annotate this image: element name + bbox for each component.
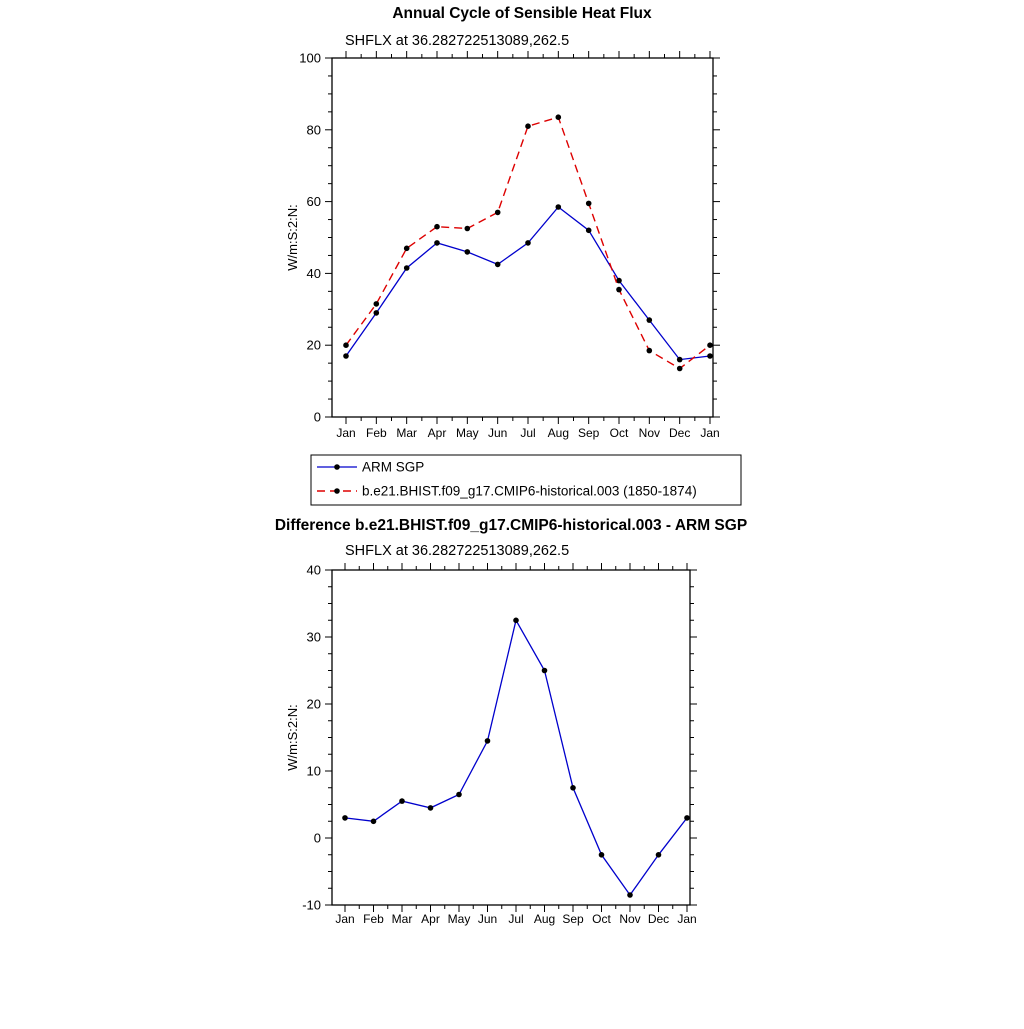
data-point-marker bbox=[495, 262, 501, 268]
data-point-marker bbox=[616, 278, 622, 284]
legend-marker-icon bbox=[334, 488, 340, 494]
x-tick-label: Jan bbox=[335, 912, 355, 926]
data-point-marker bbox=[399, 798, 405, 804]
data-point-marker bbox=[627, 892, 633, 898]
data-point-marker bbox=[342, 815, 348, 821]
data-point-marker bbox=[371, 819, 377, 825]
chart2-plot bbox=[285, 563, 697, 927]
data-point-marker bbox=[456, 792, 462, 798]
legend-label-arm-sgp: ARM SGP bbox=[362, 459, 425, 475]
data-point-marker bbox=[656, 852, 662, 858]
y-tick-label: 100 bbox=[299, 50, 321, 66]
x-tick-label: Nov bbox=[638, 426, 661, 440]
series-line bbox=[345, 620, 687, 895]
data-point-marker bbox=[647, 348, 653, 354]
x-tick-label: Feb bbox=[365, 426, 387, 440]
legend-marker-icon bbox=[334, 464, 340, 470]
data-point-marker bbox=[525, 123, 531, 129]
x-tick-label: May bbox=[447, 912, 471, 926]
data-point-marker bbox=[586, 201, 592, 207]
data-point-marker bbox=[556, 114, 562, 120]
data-point-marker bbox=[677, 366, 683, 372]
x-tick-label: Jan bbox=[700, 426, 720, 440]
chart2-subtitle: SHFLX at 36.282722513089,262.5 bbox=[345, 543, 570, 559]
y-tick-label: 10 bbox=[306, 763, 321, 779]
data-point-marker bbox=[495, 210, 501, 216]
y-tick-label: 40 bbox=[306, 562, 321, 578]
x-tick-label: Aug bbox=[533, 912, 556, 926]
data-point-marker bbox=[677, 357, 683, 363]
data-point-marker bbox=[434, 224, 440, 230]
chart1-legend bbox=[311, 455, 741, 505]
data-point-marker bbox=[599, 852, 605, 858]
x-tick-label: May bbox=[455, 426, 479, 440]
x-tick-label: Sep bbox=[577, 426, 600, 440]
y-tick-label: 40 bbox=[306, 265, 321, 281]
data-point-marker bbox=[525, 240, 531, 246]
data-point-marker bbox=[616, 287, 622, 293]
chart1-subtitle: SHFLX at 36.282722513089,262.5 bbox=[345, 33, 570, 49]
data-point-marker bbox=[465, 249, 471, 255]
x-tick-label: Jun bbox=[487, 426, 508, 440]
data-point-marker bbox=[404, 265, 410, 271]
data-point-marker bbox=[404, 246, 410, 252]
x-tick-label: Feb bbox=[363, 912, 384, 926]
data-point-marker bbox=[556, 204, 562, 210]
data-point-marker bbox=[343, 342, 349, 348]
y-tick-label: 30 bbox=[306, 629, 321, 645]
data-point-marker bbox=[343, 353, 349, 359]
y-axis-title: W/m:S:2:N: bbox=[285, 204, 300, 271]
y-tick-label: 0 bbox=[313, 830, 321, 846]
y-axis-title: W/m:S:2:N: bbox=[285, 704, 300, 771]
x-tick-label: Dec bbox=[647, 912, 670, 926]
chart1-plot bbox=[285, 51, 720, 441]
y-tick-label: 20 bbox=[306, 696, 321, 712]
x-tick-label: Mar bbox=[396, 426, 418, 440]
data-point-marker bbox=[586, 228, 592, 234]
data-point-marker bbox=[684, 815, 690, 821]
data-point-marker bbox=[707, 342, 713, 348]
data-point-marker bbox=[434, 240, 440, 246]
y-tick-label: -10 bbox=[302, 897, 321, 913]
data-point-marker bbox=[542, 668, 548, 674]
data-point-marker bbox=[428, 805, 434, 811]
x-tick-label: Jul bbox=[520, 426, 536, 440]
chart1-title: Annual Cycle of Sensible Heat Flux bbox=[392, 5, 652, 22]
x-tick-label: Jan bbox=[336, 426, 356, 440]
y-tick-label: 20 bbox=[306, 337, 321, 353]
y-tick-label: 60 bbox=[306, 194, 321, 210]
x-tick-label: Jan bbox=[677, 912, 697, 926]
x-tick-label: Mar bbox=[391, 912, 413, 926]
legend-label-model: b.e21.BHIST.f09_g17.CMIP6-historical.003 (1850-1874) bbox=[362, 483, 697, 499]
x-tick-label: Nov bbox=[619, 912, 641, 926]
x-tick-label: Jun bbox=[477, 912, 498, 926]
data-point-marker bbox=[513, 618, 519, 624]
x-tick-label: Sep bbox=[562, 912, 584, 926]
x-tick-label: Jul bbox=[508, 912, 524, 926]
data-point-marker bbox=[485, 738, 491, 744]
chart2-title: Difference b.e21.BHIST.f09_g17.CMIP6-historical.003 - ARM SGP bbox=[274, 517, 748, 534]
data-point-marker bbox=[465, 226, 471, 232]
x-tick-label: Apr bbox=[427, 426, 447, 440]
plot-frame bbox=[332, 58, 713, 417]
data-point-marker bbox=[570, 785, 576, 791]
y-tick-label: 0 bbox=[313, 409, 321, 425]
data-point-marker bbox=[647, 317, 653, 323]
data-point-marker bbox=[707, 353, 713, 359]
x-tick-label: Dec bbox=[668, 426, 691, 440]
x-tick-label: Apr bbox=[421, 912, 440, 926]
data-point-marker bbox=[374, 301, 380, 307]
x-tick-label: Aug bbox=[547, 426, 570, 440]
x-tick-label: Oct bbox=[609, 426, 629, 440]
data-point-marker bbox=[374, 310, 380, 316]
x-tick-label: Oct bbox=[592, 912, 611, 926]
y-tick-label: 80 bbox=[306, 122, 321, 138]
series-line bbox=[346, 207, 710, 360]
plot-frame bbox=[332, 570, 690, 905]
